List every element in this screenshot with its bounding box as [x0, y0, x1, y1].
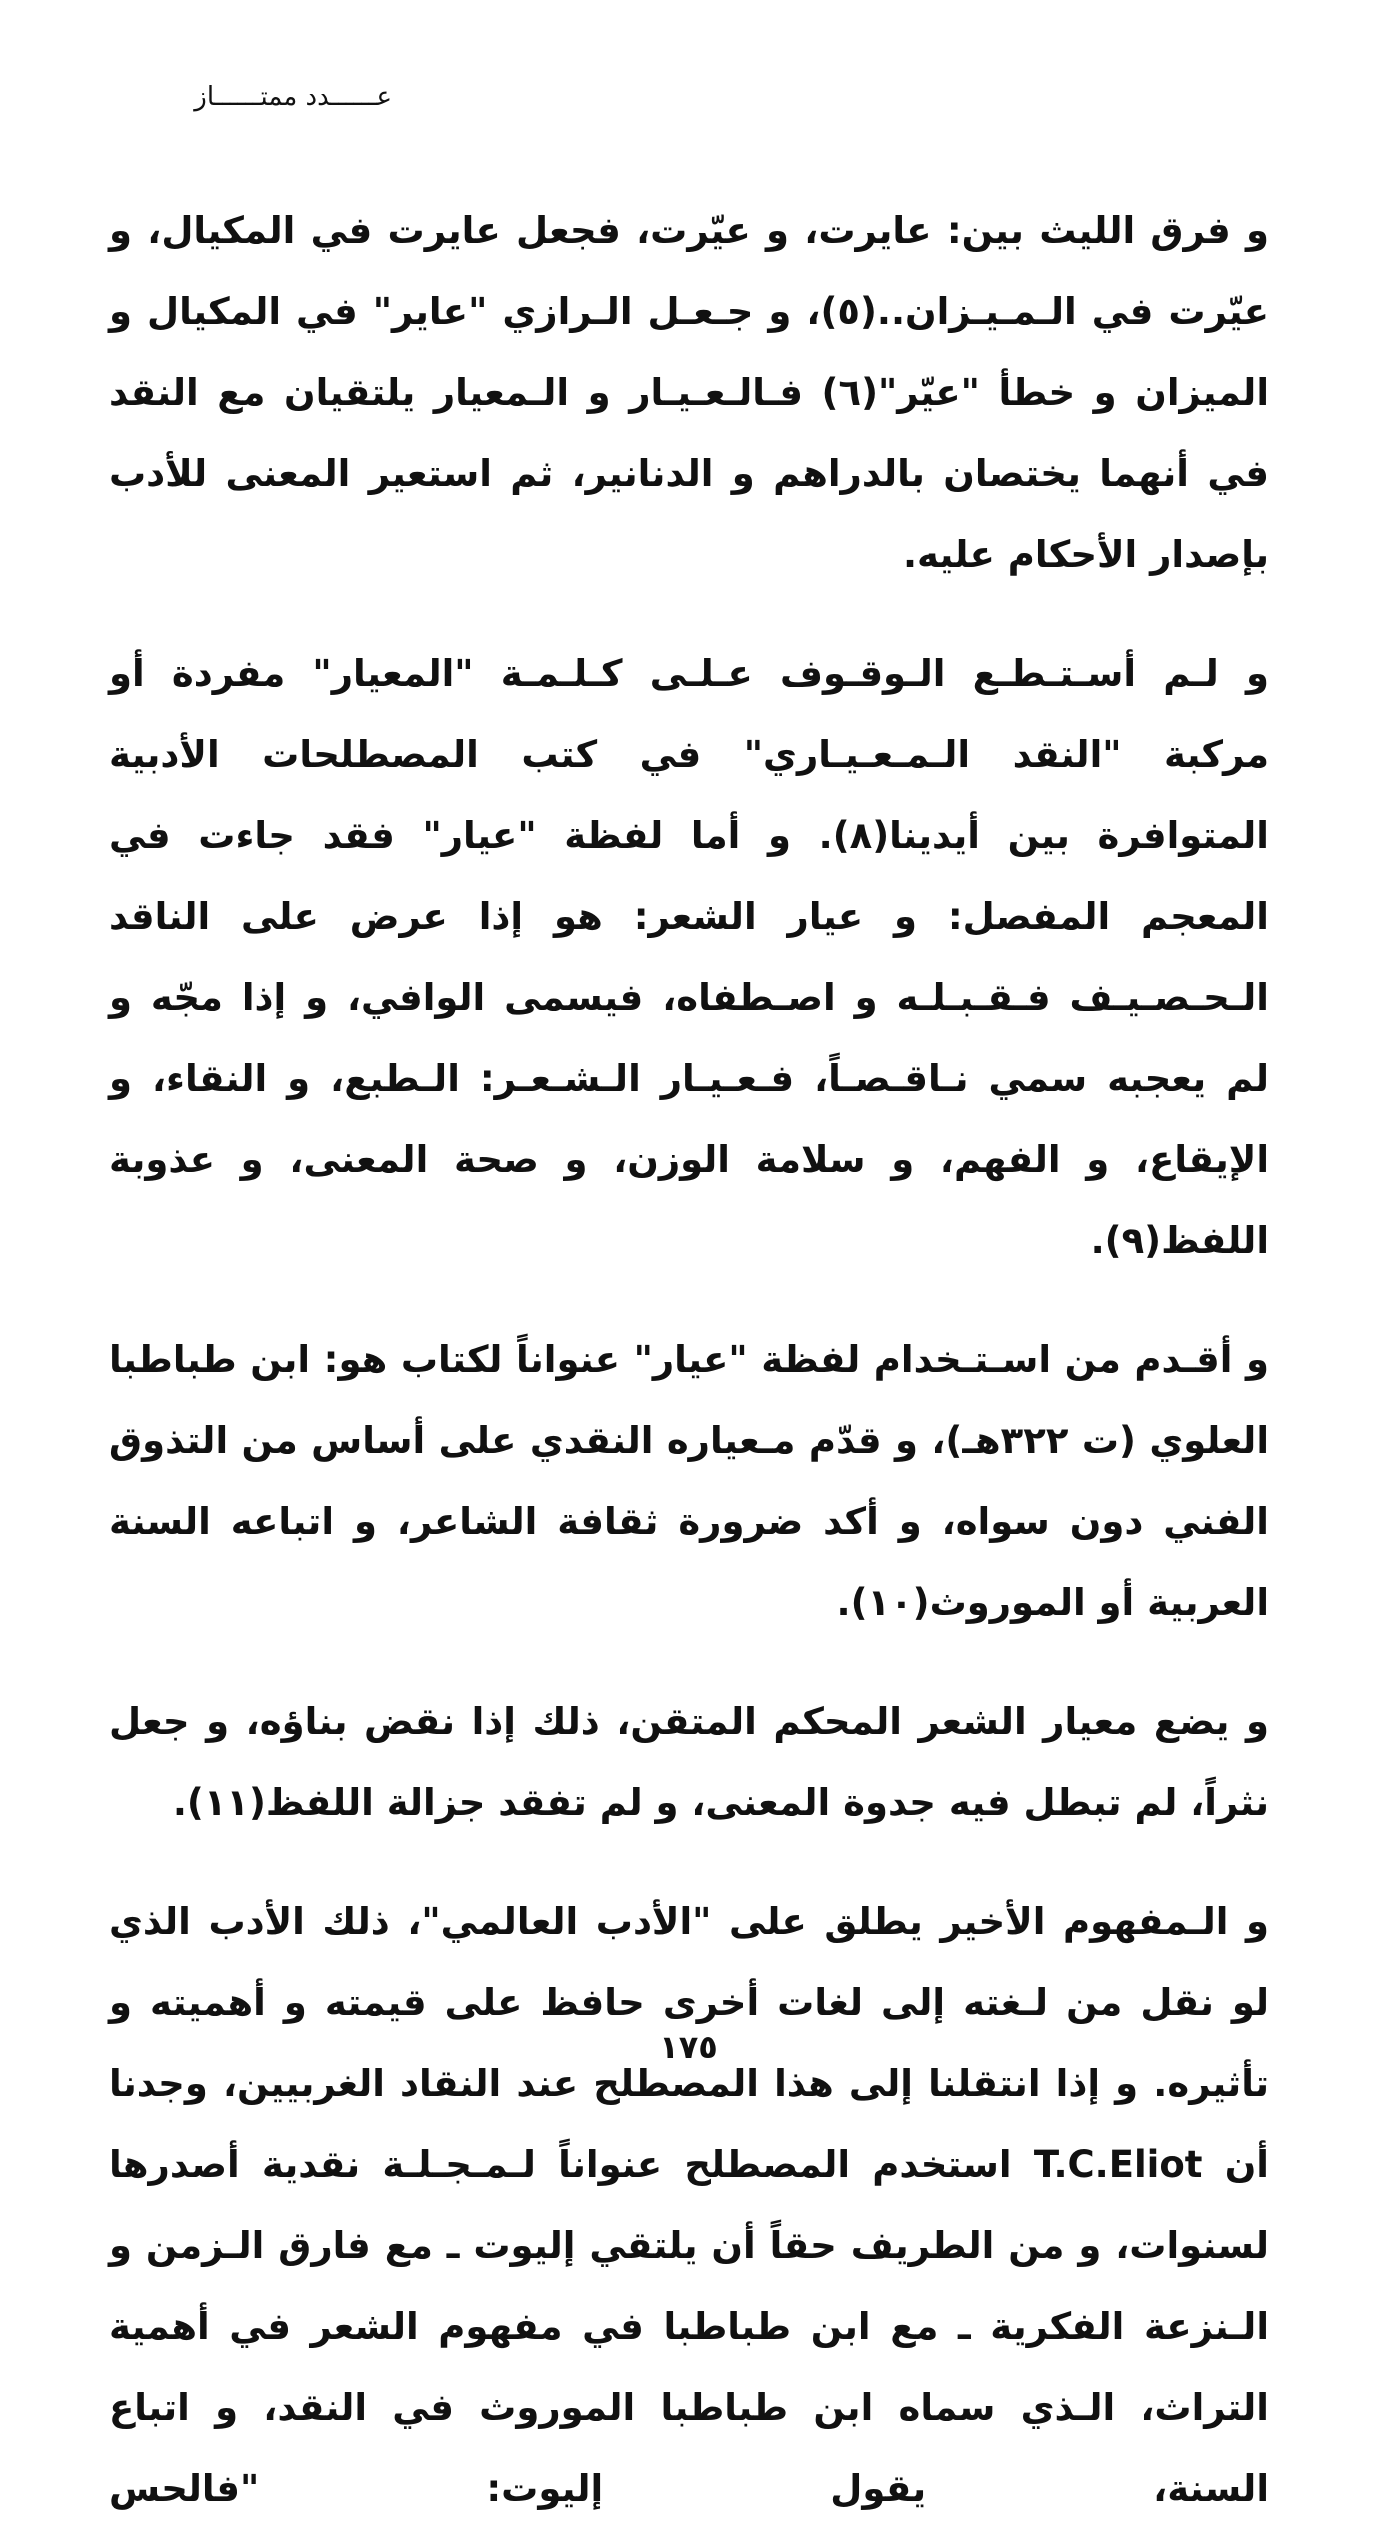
paragraph-1: و فرق الليث بين: عايرت، و عيّرت، فجعل عايرت في المكيال، و عيّرت في الـمـيـزان..(٥)، و جـعـل الـرازي "عاير" في المكيال و الميزان و خطأ "عيّر"(٦) فـالـعـيـار و الـمعيار يلتقيان مع النقد في أنهما يختصان بالدراهم و الدنانير، ثم استعير المعنى للأدب بإصدار الأحكام عليه.: [109, 209, 1270, 576]
running-header: عــــــدد ممتــــــاز: [194, 82, 392, 112]
paragraph-5: و الـمفهوم الأخير يطلق على "الأدب العالمي"، ذلك الأدب الذي لو نقل من لـغته إلى لغات أخرى حافظ على قيمته و أهميته و تأثيره. و إذا انتقلنا إلى هذا المصطلح عند النقاد الغربيين، وجدنا أن T.C.Eliot استخدم المصطلح عنواناً لـمـجـلـة نقدية أصدرها لسنوات، و من الطريف حقاً أن يلتقي إليوت ـ مع فارق الـزمن و الـنزعة الفكرية ـ مع ابن طباطبا في مفهوم الشعر في أهمية التراث، الـذي سماه ابن طباطبا الموروث في النقد، و اتباع السنة، يقول إليوت: "فالحس: [109, 1900, 1269, 2510]
body-text: [109, 190, 1269, 2529]
paragraph-2: و لـم أسـتـطـع الـوقـوف عـلـى كـلـمـة "المعيار" مفردة أو مركبة "النقد الـمـعـيـاري" في كتب المصطلحات الأدبية المتوافرة بين أيدينا(٨). و أما لفظة "عيار" فقد جاءت في المعجم المفصل: و عيار الشعر: هو إذا عرض على الناقد الـحـصـيـف فـقـبـلـه و اصـطفاه، فيسمى الوافي، و إذا مجّه و لم يعجبه سمي نـاقـصـاً، فـعـيـار الـشـعـر: الـطبع، و النقاء، و الإيقاع، و الفهم، و سلامة الوزن، و صحة المعنى، و عذوبة اللفظ(٩).: [109, 652, 1269, 1262]
page-number: ١٧٥: [659, 2028, 718, 2066]
paragraph-3: و أقـدم من اسـتـخدام لفظة "عيار" عنواناً لكتاب هو: ابن طباطبا العلوي (ت ٣٢٢هـ)، و قدّم مـعياره النقدي على أساس من التذوق الفني دون سواه، و أكد ضرورة ثقافة الشاعر، و اتباعه السنة العربية أو الموروث(١٠).: [109, 1338, 1270, 1624]
paragraph-4: و يضع معيار الشعر المحكم المتقن، ذلك إذا نقض بناؤه، و جعل نثراً، لم تبطل فيه جدوة المعنى، و لم تفقد جزالة اللفظ(١١).: [109, 1700, 1269, 1824]
